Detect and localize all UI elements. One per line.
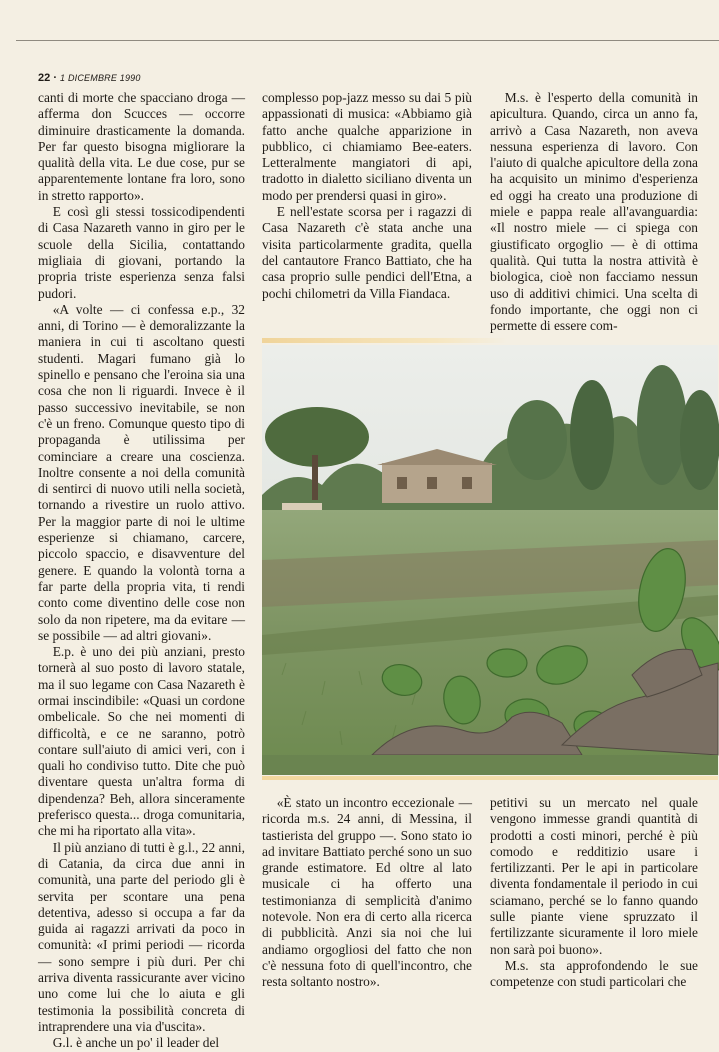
- text-column-2: [262, 90, 472, 326]
- photo-illustration: [262, 345, 718, 775]
- page-number: 22: [38, 72, 51, 84]
- paragraph: E.p. è uno dei più anziani, presto tornerà al suo posto di lavoro statale, ma il suo legame con Casa Nazareth è ormai inscindibile: «Quasi un cordone ombelicale. So che nei momenti di difficoltà, e ce ne saranno, potrò contare sull'aiuto di amici veri, con i quali ho condiviso tutto. Dite che può diventare questa un'altra forma di dipendenza? Beh, allora sinceramente preferisco questa... droga comunitaria, che mi ha riportato alla vita».: [38, 644, 245, 839]
- paragraph: E nell'estate scorsa per i ragazzi di Casa Nazareth c'è stata anche una visita particolarmente gradita, quella del cantautore Franco Battiato, che ha casa proprio sulle pendici dell'Etna, a pochi chilometri da Villa Fiandaca.: [262, 204, 472, 301]
- text-column-3: [490, 90, 698, 334]
- text-column-5: [490, 795, 698, 990]
- page-folio: [38, 72, 141, 84]
- paragraph: G.l. è anche un po' il leader del: [52, 1035, 220, 1051]
- accent-rule: [262, 776, 718, 780]
- folio-separator: ·: [53, 72, 57, 84]
- paragraph: «È stato un incontro eccezionale — ricorda m.s. 24 anni, di Messina, il tastierista del gruppo —. Sono stato io ad invitare Battiato perché sono un suo grande estimatore. Ed oltre al lato musicale ci ha offerto una testimonianza di semplicità d'animo notevole. Non era di certo alla ricerca di pubblicità. Anzi sia noi che lui andiamo orgogliosi del fatto che non c'è nessuna foto di quell'incontro, che resta soltanto nostro».: [262, 795, 472, 990]
- text-column-4: [262, 795, 472, 990]
- text-column-1: [38, 90, 245, 1051]
- paragraph: canti di morte che spacciano droga — afferma don Scucces — occorre diminuire drasticamente la domanda. Per far questo bisogna migliorare la qualità della vita. Le due cose, pur se apparentemente lontane fra loro, sono in stretto rapporto».: [38, 90, 245, 203]
- paragraph: complesso pop-jazz messo su dai 5 più appassionati di musica: «Abbiamo già fatto anche qualche apparizione in pubblico, ci chiamiamo Bee-eaters. Letteralmente mangiatori di api, tradotto in dialetto siciliano diventa un modo per prendersi quasi in giro».: [262, 90, 472, 203]
- header-rule: [16, 40, 719, 41]
- paragraph: Il più anziano di tutti è g.l., 22 anni, di Catania, da circa due anni in comunità, una parte del periodo gli è servita per scontare una pena detentiva, adesso si occupa a far da guida ai ragazzi arrivati da poco in comunità: «I primi periodi — ricorda — sono sempre i più duri. Per chi arriva diventa rassicurante aver vicino uno come lui che lo aiuta e gli testimonia la possibilità concreta di intraprendere una via d'uscita».: [38, 839, 245, 1034]
- paragraph: M.s. è l'esperto della comunità in apicultura. Quando, circa un anno fa, arrivò a Casa Nazareth, non aveva nessuna esperienza di lavoro. Con l'aiuto di qualche apicultore della zona ha acquisito un minimo d'esperienza ed oggi ha creato una produzione di miele e pappa reale all'avanguardia: «Il nostro miele — ci spiega con giustificato orgoglio — è di ottima qualità. Qui tutta la nostra attività è biologica, cioè non facciamo nessun uso di additivi chimici. Una scelta di fondo importante, che oggi non ci permette di essere com-: [490, 90, 698, 334]
- accent-rule: [262, 338, 507, 343]
- paragraph: «A volte — ci confessa e.p., 32 anni, di Torino — è demoralizzante la maniera in cui ti ascoltano questi studenti. Magari fumano già lo spinello e pensano che l'eroina sia una cosa che non li riguardi. Invece è il passo successivo inevitabile, se non c'è un freno. Comunque questo tipo di propaganda è utilissima per cominciare a creare una coscienza. Inoltre consente a noi della comunità di sentirci di nuovo utili nella società, tornando a rivestire un ruolo attivo. Per la maggior parte di noi le ultime esperienze si chiamano, carcere, piccolo spaccio, e disavventure del genere. E quando la volontà torna a far parte della propria vita, ti rendi conto come diventino delle cose non solo da non ripetere, ma da evitare — se possibile — ad altri giovani».: [38, 301, 245, 643]
- landscape-photo: [262, 345, 718, 775]
- paragraph: M.s. sta approfondendo le sue competenze con studi particolari che: [490, 957, 698, 990]
- paragraph: E così gli stessi tossicodipendenti di Casa Nazareth vanno in giro per le scuole della Sicilia, contattando migliaia di giovani, portando la propria triste esperienza senza falsi pudori.: [38, 204, 245, 301]
- issue-date: 1 DICEMBRE 1990: [60, 73, 141, 83]
- paragraph: petitivi su un mercato nel quale vengono immesse grandi quantità di prodotti a costi minori, perché è più comodo e redditizio usare i fertilizzanti. Per le api in particolare diventa fondamentale il periodo in cui sciamano, perché se lo fanno quando sulle piante viene spruzzato il fertilizzante sicuramente il loro miele non sarà poi buono».: [490, 795, 698, 957]
